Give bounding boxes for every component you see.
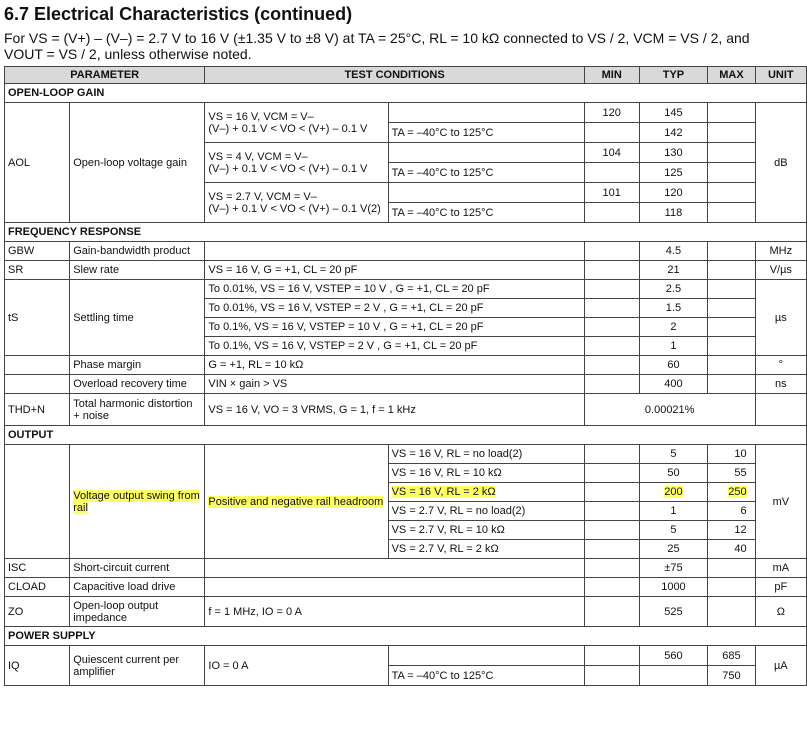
ts-cond-3: To 0.1%, VS = 16 V, VSTEP = 10 V , G = +1, CL = 20 pF	[205, 318, 584, 337]
swing-typ-6: 25	[639, 540, 708, 559]
cload-typ: 1000	[639, 578, 708, 597]
intro-line-1: For VS = (V+) – (V–) = 2.7 V to 16 V (±1.35 V to ±8 V) at TA = 25°C, RL = 10 kΩ connected to VS / 2, VCM = VS / 2, and	[4, 30, 750, 46]
iq-ta: TA = –40°C to 125°C	[388, 666, 584, 686]
aol-name: Open-loop voltage gain	[70, 103, 205, 223]
aol-typ-2: 130	[639, 143, 708, 163]
isc-typ: ±75	[639, 559, 708, 578]
swing-cond-5: VS = 2.7 V, RL = 10 kΩ	[388, 521, 584, 540]
section-frequency-response: FREQUENCY RESPONSE	[5, 223, 807, 242]
header-typ: TYP	[639, 67, 708, 84]
swing-typ-4: 1	[639, 502, 708, 521]
zo-name: Open-loop output impedance	[70, 597, 205, 627]
zo-unit: Ω	[755, 597, 806, 627]
thd-name: Total harmonic distortion + noise	[70, 394, 205, 426]
orec-unit: ns	[755, 375, 806, 394]
isc-unit: mA	[755, 559, 806, 578]
iq-max: 685	[708, 646, 755, 666]
aol-typ-1: 145	[639, 103, 708, 123]
isc-name: Short-circuit current	[70, 559, 205, 578]
ts-typ-3: 2	[639, 318, 708, 337]
ts-symbol: tS	[5, 280, 70, 356]
electrical-characteristics-table	[4, 66, 807, 686]
iq-max-2: 750	[708, 666, 755, 686]
section-power-supply: POWER SUPPLY	[5, 627, 807, 646]
iq-unit: µA	[755, 646, 806, 686]
iq-name: Quiescent current per amplifier	[70, 646, 205, 686]
aol-ta-3: TA = –40°C to 125°C	[388, 203, 584, 223]
intro-line-2: VOUT = VS / 2, unless otherwise noted.	[4, 46, 252, 62]
zo-symbol: ZO	[5, 597, 70, 627]
pm-name: Phase margin	[70, 356, 205, 375]
section-open-loop-gain: OPEN-LOOP GAIN	[5, 84, 807, 103]
header-row	[5, 67, 807, 84]
aol-unit: dB	[755, 103, 806, 223]
iq-symbol: IQ	[5, 646, 70, 686]
swing-max-6: 40	[708, 540, 755, 559]
gbw-name: Gain-bandwidth product	[70, 242, 205, 261]
sr-typ: 21	[639, 261, 708, 280]
header-test-conditions: TEST CONDITIONS	[205, 67, 584, 84]
swing-typ-3: 200	[639, 483, 708, 502]
ts-typ-1: 2.5	[639, 280, 708, 299]
thd-typ: 0.00021%	[584, 394, 755, 426]
header-parameter: PARAMETER	[5, 67, 205, 84]
swing-cond-2: VS = 16 V, RL = 10 kΩ	[388, 464, 584, 483]
cload-name: Capacitive load drive	[70, 578, 205, 597]
iq-typ: 560	[639, 646, 708, 666]
swing-max-5: 12	[708, 521, 755, 540]
swing-max-2: 55	[708, 464, 755, 483]
swing-max-3: 250	[708, 483, 755, 502]
header-min: MIN	[584, 67, 639, 84]
section-title: 6.7 Electrical Characteristics (continued)	[4, 4, 353, 24]
orec-name: Overload recovery time	[70, 375, 205, 394]
orec-typ: 400	[639, 375, 708, 394]
ts-cond-2: To 0.01%, VS = 16 V, VSTEP = 2 V , G = +1, CL = 20 pF	[205, 299, 584, 318]
sr-name: Slew rate	[70, 261, 205, 280]
thd-symbol: THD+N	[5, 394, 70, 426]
aol-typ-2b: 125	[639, 163, 708, 183]
swing-unit: mV	[755, 445, 806, 559]
swing-cond-1: VS = 16 V, RL = no load(2)	[388, 445, 584, 464]
orec-cond: VIN × gain > VS	[205, 375, 584, 394]
ts-typ-2: 1.5	[639, 299, 708, 318]
aol-ta-2: TA = –40°C to 125°C	[388, 163, 584, 183]
gbw-typ: 4.5	[639, 242, 708, 261]
aol-cond-1: VS = 16 V, VCM = V– (V–) + 0.1 V < VO < (V+) – 0.1 V	[205, 103, 388, 143]
section-output: OUTPUT	[5, 426, 807, 445]
aol-min-1: 120	[584, 103, 639, 123]
aol-cond-3: VS = 2.7 V, VCM = V– (V–) + 0.1 V < VO < (V+) – 0.1 V(2)	[205, 183, 388, 223]
pm-cond: G = +1, RL = 10 kΩ	[205, 356, 584, 375]
aol-ta-1: TA = –40°C to 125°C	[388, 123, 584, 143]
aol-typ-1b: 142	[639, 123, 708, 143]
swing-cond-6: VS = 2.7 V, RL = 2 kΩ	[388, 540, 584, 559]
ts-cond-4: To 0.1%, VS = 16 V, VSTEP = 2 V , G = +1, CL = 20 pF	[205, 337, 584, 356]
sr-unit: V/µs	[755, 261, 806, 280]
cload-symbol: CLOAD	[5, 578, 70, 597]
aol-blank-1	[388, 103, 584, 123]
isc-symbol: ISC	[5, 559, 70, 578]
ts-unit: µs	[755, 280, 806, 356]
iq-cond: IO = 0 A	[205, 646, 388, 686]
ts-name: Settling time	[70, 280, 205, 356]
swing-typ-2: 50	[639, 464, 708, 483]
thd-cond: VS = 16 V, VO = 3 VRMS, G = 1, f = 1 kHz	[205, 394, 584, 426]
swing-cond: Positive and negative rail headroom	[205, 445, 388, 559]
gbw-unit: MHz	[755, 242, 806, 261]
aol-typ-3: 120	[639, 183, 708, 203]
swing-name: Voltage output swing from rail	[70, 445, 205, 559]
aol-cond-2: VS = 4 V, VCM = V– (V–) + 0.1 V < VO < (V+) – 0.1 V	[205, 143, 388, 183]
aol-typ-3b: 118	[639, 203, 708, 223]
swing-typ-1: 5	[639, 445, 708, 464]
ts-cond-1: To 0.01%, VS = 16 V, VSTEP = 10 V , G = +1, CL = 20 pF	[205, 280, 584, 299]
header-unit: UNIT	[755, 67, 806, 84]
aol-symbol: AOL	[5, 103, 70, 223]
swing-typ-5: 5	[639, 521, 708, 540]
ts-typ-4: 1	[639, 337, 708, 356]
swing-cond-4: VS = 2.7 V, RL = no load(2)	[388, 502, 584, 521]
zo-typ: 525	[639, 597, 708, 627]
sr-cond: VS = 16 V, G = +1, CL = 20 pF	[205, 261, 584, 280]
intro-text	[4, 30, 804, 62]
swing-max-4: 6	[708, 502, 755, 521]
swing-max-1: 10	[708, 445, 755, 464]
cload-unit: pF	[755, 578, 806, 597]
zo-cond: f = 1 MHz, IO = 0 A	[205, 597, 584, 627]
swing-cond-3: VS = 16 V, RL = 2 kΩ	[388, 483, 584, 502]
aol-min-2: 104	[584, 143, 639, 163]
aol-min-3: 101	[584, 183, 639, 203]
sr-symbol: SR	[5, 261, 70, 280]
pm-typ: 60	[639, 356, 708, 375]
aol-max-1	[708, 103, 755, 123]
header-max: MAX	[708, 67, 755, 84]
gbw-symbol: GBW	[5, 242, 70, 261]
pm-unit: °	[755, 356, 806, 375]
